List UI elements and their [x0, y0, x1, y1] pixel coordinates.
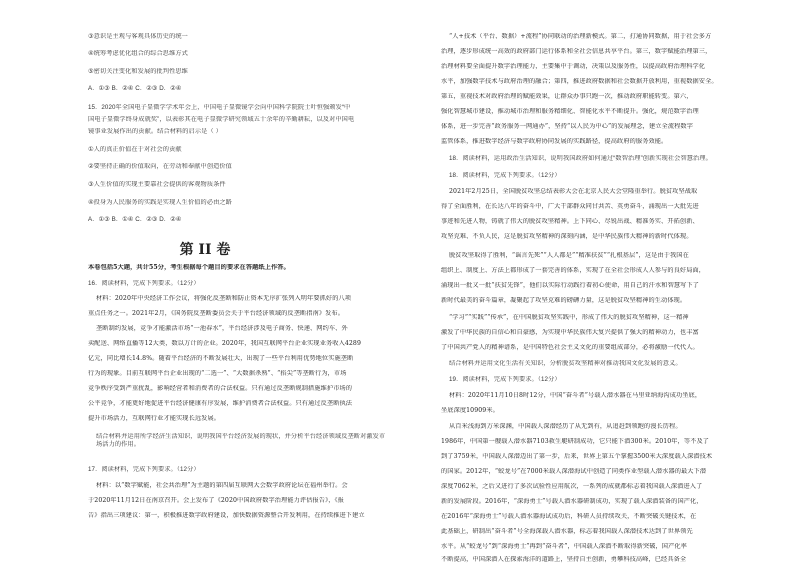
question-18-task: 结合材料并运用文化生活有关知识，分析脱贫攻坚精神对推动我国文化发展的意义。 — [449, 360, 682, 367]
material-line: 材料：2020年11月10日8时12分，中国“奋斗者”号载人潜水器在马里亚纳海沟成功坐底， — [449, 392, 702, 399]
option-line: ④投身为人民服务的实践是实现人生价值的必由之路 — [88, 199, 232, 206]
material-line: 脱贫攻坚取得了胜利，“谣言先死”“人人都是”“精准扶贫”“扎根基层”，这是由于我国在 — [449, 252, 689, 259]
material-line: 强化智慧城市建设，推动城市治理和服务精细化、智能化水平不断提升。强化，规范数字治理 — [441, 108, 699, 115]
material-line: 材料：2020年中央经济工作会议，将强化反垄断和防止资本无序扩张列入明年要抓好的八项 — [96, 295, 352, 302]
question-15-line: 15．2020年全国电子显微学学术年会上，中国电子显微镜学会向中国科学院院士叶恒强颁发“中 — [88, 104, 351, 111]
material-line: “人+技术（平台、数据）+流程”协同联动的治理新模式。第二，打通协同数据，用于社会多方 — [449, 33, 712, 40]
material-line: 竞争秩序受到严重扰乱，影响经营者和消费者的合法权益。只有通过反垄断规制措施维护市场的 — [88, 385, 353, 392]
material-line: 于2020年11月12日在南京召开。会上发布了《2020中国政府数字治理能力评估报告》，《报 — [88, 497, 345, 504]
material-line: 治理材料要全面提升数字治理能力，主要集中于调动，决策以及服务性，以提高政府治理科学化 — [441, 63, 706, 70]
answer-choices: A．①③ B．①④ C．②③ D．②④ — [88, 216, 182, 223]
material-line: 亿元，同比增长14.8%。随着平台经济的不断发展壮大，出现了一些平台利用优势地位实施垄断 — [88, 355, 354, 362]
material-line: 攻坚克难、不负人民，这是脱贫攻坚精神的深刻内涵，是中华民族伟大精神的新时代体现。 — [441, 233, 693, 240]
material-line: 不断提高，中国深潜人在探索海洋的道路上，坚持自主创新，勇攀科技高峰，已经具备全 — [441, 556, 687, 563]
option-line: ②要坚持正确的价值取向，在劳动和奉献中创造价值 — [88, 163, 232, 170]
material-line: 新时代最美的奋斗篇章，凝聚起了攻坚克难的磅礴力量，这是脱贫攻坚精神的生动体现。 — [441, 297, 687, 304]
left-column — [0, 0, 397, 562]
material-line: 事迹和先进人物，铸就了伟大的脱贫攻坚精神。上下同心、尽锐出战、精准务实、开拓创新、 — [441, 218, 699, 225]
question-task: 18．阅读材料，运用政治生活知识，说明我国政府如何通过“数智治理”创新实现社会智慧治理。 — [449, 155, 712, 162]
material-line: 重点任务之一。2021年2月，《国务院反垄断委员会关于平台经济领域的反垄断指南》发布。 — [88, 310, 345, 317]
right-column — [397, 0, 794, 562]
option-line: ⑤密切关注变化和发展的批判性思维 — [88, 68, 188, 75]
material-line: 激发了中华民族的自信心和自豪感，为实现中华民族伟大复兴提供了强大的精神动力，也丰富 — [441, 329, 699, 336]
material-line: 的国家。2012年，“蛟龙号”在7000米载人深潜海试中创造了同类作业型载人潜水器的最大下潜 — [441, 468, 707, 475]
material-line: 体系，进一步完善“政务服务一网通办”，坚持“以人民为中心”的发展理念，建立全流程数字 — [441, 123, 693, 130]
material-line: 从百米浅海到万米深渊，中国载人深潜经历了从无到有，从追赶到领跑的漫长历程。 — [449, 423, 682, 430]
material-line: “学习”“实践”“传承”，在中国脱贫攻坚实践中，形成了伟大的脱贫攻坚精神，这一精神 — [449, 314, 689, 321]
material-line: 治理，逐步形成统一高效的政府部门运行体系和全社会信息共享平台。第三，数字赋能治理第三， — [441, 48, 712, 55]
material-line: 组织上、制度上、方法上都形成了一套完善的体系，实现了在全社会形成人人参与的良好局面， — [441, 267, 706, 274]
material-line: 卖配送、网络直播等12大类，数以万计的企业。2020年，我国互联网平台企业实现业务收入4289 — [88, 340, 362, 347]
question-19-heading: 19．阅读材料，完成下列要求。（12分） — [449, 376, 561, 383]
material-line: 水平，加强数字技术与政府治理的融合；第四，推进政府数据和社会数据开放利用，重视数据安全。 — [441, 78, 718, 85]
material-line: 材料：以“数字赋能，社会共治理”为主题的第四届互联网大会数字政府论坛在福州举行。会 — [96, 482, 348, 489]
section-note: 本卷包括5大题，共计55分，考生根据每个题目的要求在答题纸上作答。 — [88, 264, 290, 271]
material-line: 水平。从“蛟龙号”到“深海勇士”再到“奋斗者”，中国载人深潜不断取得新突破，国产化率 — [441, 543, 687, 550]
question-15-line: 国电子显微学终身成就奖”，以表彰其在电子显微学研究领域五十余年的辛勤耕耘，以及对中国电 — [88, 116, 355, 123]
material-line: 第五，重视技术对政府治理的赋能效果，让群众办事只跑一次，推动政府职能转变。第六， — [441, 93, 693, 100]
question-15-line: 镜事业发展作出的贡献。结合材料的启示是（ ） — [88, 128, 222, 135]
material-line: 监管体系，推进数字经济与数字政府协同发展的实践路径，提高政府的服务效能。 — [441, 138, 668, 145]
question-16-heading: 16．阅读材料，完成下列要求。（12分） — [88, 280, 200, 287]
material-line: 得了全面胜利，在长达八年的奋斗中，广大干部群众同甘共苦、英勇奋斗，涌现出一大批先进 — [441, 203, 699, 210]
material-line: 公平竞争，才能更好地促进平台经济健康有序发展，维护消费者合法权益。只有通过反垄断执法 — [88, 400, 353, 407]
option-line: ③人生价值的实现主要靠社会提供的客观物质条件 — [88, 181, 226, 188]
material-line: 2021年2月25日，全国脱贫攻坚总结表彰大会在北京人民大会堂隆重举行。脱贫攻坚战取 — [449, 188, 698, 195]
option-line: ①人的真正价值在于对社会的贡献 — [88, 146, 182, 153]
question-17-heading: 17．阅读材料，完成下列要求。（12分） — [88, 466, 200, 473]
material-line: 告》指出三项建议：第一，积极推进数字政府建设，加快数据资源整合开发利用，在持续推进下建立 — [88, 512, 365, 519]
material-line: 行为的现象。目前互联网平台企业出现的“二选一”、“大数据杀熟”、“掐尖”等垄断行为，市场 — [88, 370, 347, 377]
material-line: 涌现出一批又一批“扶贫先锋”，他们以实际行动践行着初心使命，用自己的汗水和智慧写下了 — [441, 282, 700, 289]
material-line: 垄断制约发展，竞争才能激活市场“一池春水”，平台经济涉及电子商务、快递、网约车、外 — [96, 325, 348, 332]
material-line: 提升市场活力，互联网行业才能实现长远发展。 — [88, 415, 221, 422]
material-line: 此基础上，研制出“奋斗者”号全海深载人潜水器，标志着我国载人深潜技术达到了世界领先 — [441, 528, 693, 535]
answer-choices: A．①③ B．②④ C．②③ D．②④ — [88, 85, 182, 92]
material-line: 1986年，中国第一艘载人潜水器7103救生艇研制成功，它只能下潜300米。2010年，等不及了 — [441, 438, 710, 445]
material-line: 到了3759米，中国载人深潜迈出了第一步，后来，世界上第五个掌握3500米大深度载人深潜技术 — [441, 453, 713, 460]
question-18-heading: 18．阅读材料，完成下列要求。（12分） — [449, 172, 561, 179]
section-title: 第 II 卷 — [179, 242, 231, 258]
option-line: ③意识是主观与客观具体历史的统一 — [88, 33, 188, 40]
material-line: 在2016年“深海勇士”号载人潜水器海试成功后，科研人员持续攻关，不断突破关键技术，在 — [441, 513, 697, 520]
material-line: 深度7062米，之后又进行了多次试验性应用航次，一系列的成就都标志着我国载人深潜进入了 — [441, 483, 703, 490]
material-line: 新的发展阶段。2016年，“深海勇士”号载人潜水器研制成功，实现了载人深潜装备的国产化， — [441, 498, 703, 505]
material-line: 了中国共产党人的精神谱系，是中国特色社会主义文化的重要组成部分，必将激励一代代人。 — [441, 344, 699, 351]
question-16-task: 结合材料并运用所学经济生活知识，说明我国平台经济发展的现状，并分析平台经济领域反垄断对激发市场活力的作用。 — [96, 433, 386, 448]
material-line: 坐底深度10909米。 — [441, 407, 499, 414]
option-line: ④统筹考虑优化组合的综合思维方式 — [88, 50, 188, 57]
